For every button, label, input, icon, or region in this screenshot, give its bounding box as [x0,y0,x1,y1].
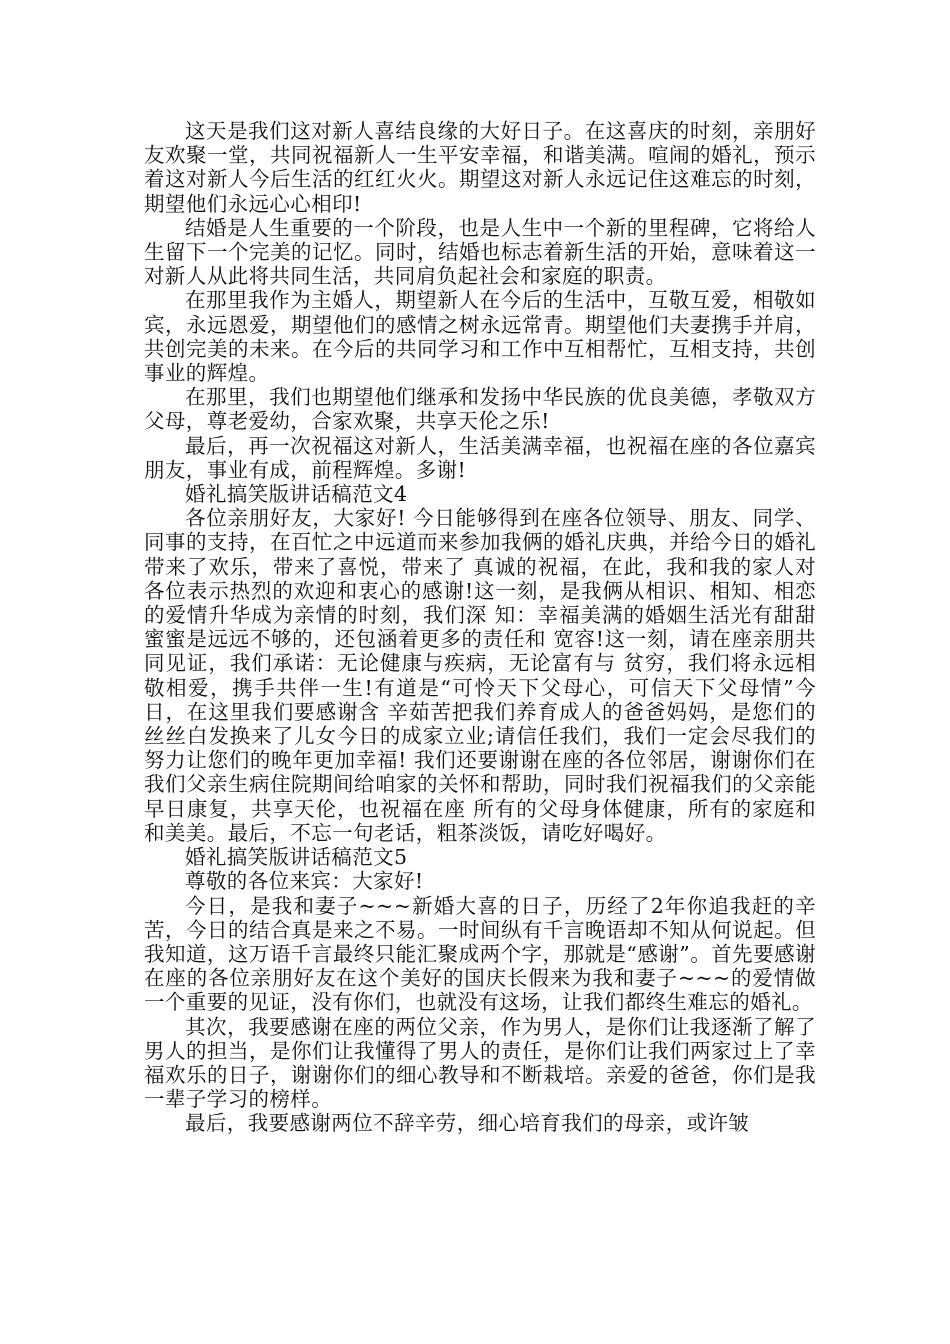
paragraph-gratitude-fathers: 其次，我要感谢在座的两位父亲，作为男人，是你们让我逐渐了解了男人的担当，是你们让我懂得了男人的责任，是你们让我们两家过上了幸福欢乐的日子，谢谢你们的细心教导和不断栽培。亲爱的爸爸，你们是我一辈子学习的榜样。 [144,1014,816,1112]
paragraph-closing-thanks: 最后，再一次祝福这对新人，生活美满幸福，也祝福在座的各位嘉宾朋友，事业有成，前程辉煌。多谢! [144,433,816,482]
paragraph-sample-4-speech: 各位亲朋好友，大家好! 今日能够得到在座各位领导、朋友、同学、同事的支持，在百忙之中远道而来参加我俩的婚礼庆典，并给今日的婚礼带来了欢乐，带来了喜悦，带来了 真诚的祝福，在此，我和我的家人对各位表示热烈的欢迎和衷心的感谢!这一刻，是我俩从相识、相知、相恋的爱情升华成为亲情的时刻，我们深 知：幸福美满的婚姻生活光有甜甜蜜蜜是远远不够的，还包涵着更多的责任和 宽容!这一刻，请在座亲朋共同见证，我们承诺：无论健康与疾病，无论富有与 贫穷，我们将永远相敬相爱，携手共伴一生!有道是“可怜天下父母心，可信天下父母情”今日，在这里我们要感谢含 辛茹苦把我们养育成人的爸爸妈妈，是您们的丝丝白发换来了儿女今日的成家立业;请信任我们，我们一定会尽我们的努力让您们的晚年更加幸福! 我们还要谢谢在座的各位邻居，谢谢你们在我们父亲生病住院期间给咱家的关怀和帮助，同时我们祝福我们的父亲能早日康复，共享天伦，也祝福在座 所有的父母身体健康，所有的家庭和和美美。最后，不忘一句老话，粗茶淡饭，请吃好喝好。 [144,506,816,845]
paragraph-marriage-milestone: 结婚是人生重要的一个阶段，也是人生中一个新的里程碑，它将给人生留下一个完美的记忆。同时，结婚也标志着新生活的开始，意味着这一对新人从此将共同生活，共同肩负起社会和家庭的职责。 [144,215,816,289]
paragraph-gratitude-guests: 今日，是我和妻子~~~新婚大喜的日子，历经了2年你追我赶的辛苦，今日的结合真是来之不易。一时间纵有千言晚语却不知从何说起。但我知道，这万语千言最终只能汇聚成两个字，那就是“感谢”。首先要感谢在座的各位亲朋好友在这个美好的国庆长假来为我和妻子~~~的爱情做一个重要的见证，没有你们，也就没有这场，让我们都终生难忘的婚礼。 [144,893,816,1015]
section-heading-sample-4: 婚礼搞笑版讲话稿范文4 [185,482,408,507]
paragraph-greeting: 尊敬的各位来宾：大家好! [185,869,424,894]
paragraph-virtues: 在那里，我们也期望他们继承和发扬中华民族的优良美德，孝敬双方父母，尊老爱幼，合家欢聚，共享天伦之乐! [144,385,816,434]
paragraph-officiant-wishes: 在那里我作为主婚人，期望新人在今后的生活中，互敬互爱，相敬如宾，永远恩爱，期望他们的感情之树永远常青。期望他们夫妻携手并肩，共创完美的未来。在今后的共同学习和工作中互相帮忙，互相支持，共创事业的辉煌。 [144,288,816,386]
paragraph-blessing-opening: 这天是我们这对新人喜结良缘的大好日子。在这喜庆的时刻，亲朋好友欢聚一堂，共同祝福新人一生平安幸福，和谐美满。喧闹的婚礼，预示着这对新人今后生活的红红火火。期望这对新人永远记住这难忘的时刻，期望他们永远心心相印! [144,119,816,216]
section-heading-sample-5: 婚礼搞笑版讲话稿范文5 [185,845,408,870]
paragraph-gratitude-mothers: 最后，我要感谢两位不辞辛劳，细心培育我们的母亲，或许皱 [185,1111,750,1136]
document-body [144,119,816,1136]
